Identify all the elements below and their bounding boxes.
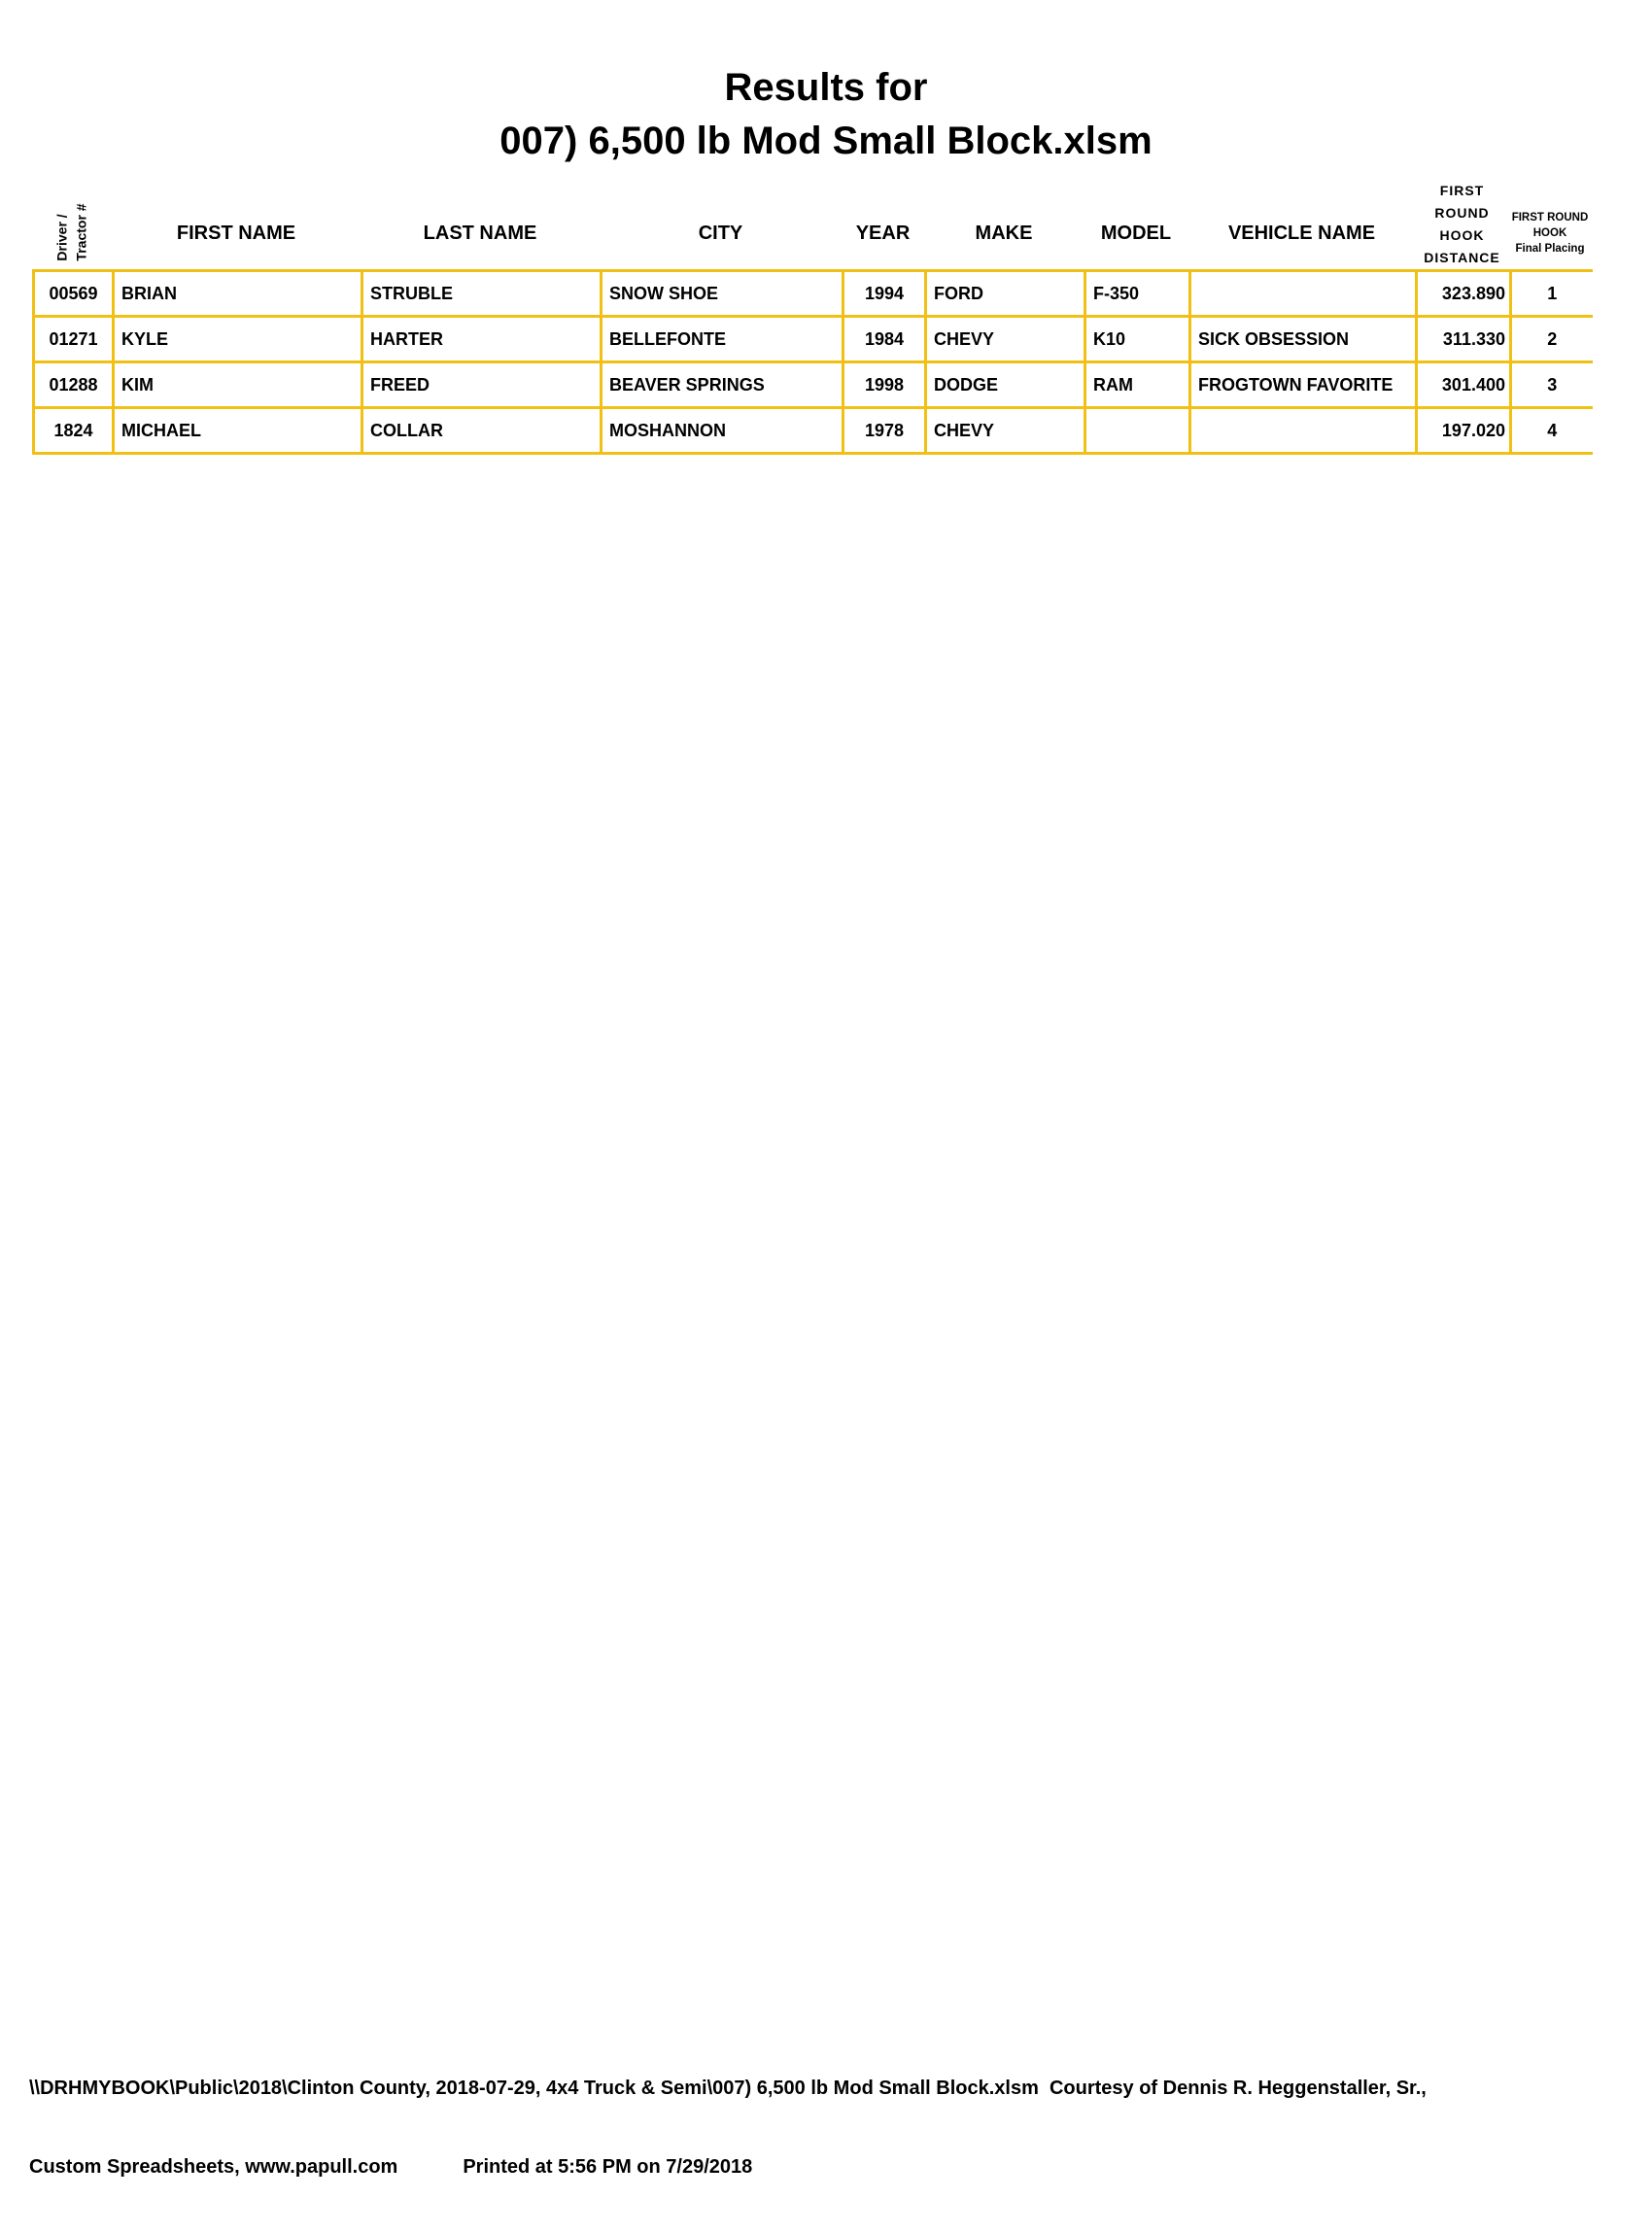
column-header-first-name: FIRST NAME xyxy=(176,223,296,244)
table-row xyxy=(34,317,1593,362)
cell-year: 1994 xyxy=(843,271,926,317)
cell-last-name: STRUBLE xyxy=(362,271,602,317)
cell-hook-distance: 323.890 xyxy=(1417,271,1511,317)
page-title xyxy=(0,61,1652,168)
cell-make: CHEVY xyxy=(926,317,1085,362)
cell-driver-number: 1824 xyxy=(34,408,114,454)
driver-tractor-header-line1: Driver / xyxy=(53,214,70,261)
column-header-year: YEAR xyxy=(855,223,911,244)
cell-model: K10 xyxy=(1085,317,1190,362)
cell-vehicle-name xyxy=(1190,271,1417,317)
cell-vehicle-name: FROGTOWN FAVORITE xyxy=(1190,362,1417,408)
results-table xyxy=(32,269,1593,455)
cell-driver-number: 01271 xyxy=(34,317,114,362)
cell-first-name: KIM xyxy=(114,362,362,408)
cell-city: SNOW SHOE xyxy=(602,271,843,317)
column-header-make: MAKE xyxy=(975,223,1033,244)
column-header-first-round-hook-distance: FIRST ROUND HOOK DISTANCE xyxy=(1424,183,1500,265)
footer-printed-timestamp: Printed at 5:56 PM on 7/29/2018 xyxy=(463,2156,753,2178)
cell-final-placing: 4 xyxy=(1511,408,1593,454)
cell-make: DODGE xyxy=(926,362,1085,408)
cell-final-placing: 2 xyxy=(1511,317,1593,362)
cell-hook-distance: 197.020 xyxy=(1417,408,1511,454)
cell-city: BELLEFONTE xyxy=(602,317,843,362)
cell-vehicle-name: SICK OBSESSION xyxy=(1190,317,1417,362)
table-header-row xyxy=(112,222,1415,245)
table-row xyxy=(34,362,1593,408)
table-row xyxy=(34,271,1593,317)
cell-model: RAM xyxy=(1085,362,1190,408)
column-header-last-name: LAST NAME xyxy=(423,223,537,244)
driver-tractor-header-line2: Tractor # xyxy=(73,203,89,261)
cell-hook-distance: 301.400 xyxy=(1417,362,1511,408)
cell-city: BEAVER SPRINGS xyxy=(602,362,843,408)
cell-city: MOSHANNON xyxy=(602,408,843,454)
cell-first-name: MICHAEL xyxy=(114,408,362,454)
column-header-model: MODEL xyxy=(1100,223,1172,244)
cell-hook-distance: 311.330 xyxy=(1417,317,1511,362)
cell-last-name: COLLAR xyxy=(362,408,602,454)
page-footer xyxy=(29,2023,1642,2233)
cell-year: 1984 xyxy=(843,317,926,362)
cell-driver-number: 01288 xyxy=(34,362,114,408)
column-header-vehicle-name: VEHICLE NAME xyxy=(1227,223,1376,244)
cell-make: CHEVY xyxy=(926,408,1085,454)
cell-year: 1998 xyxy=(843,362,926,408)
cell-driver-number: 00569 xyxy=(34,271,114,317)
cell-model xyxy=(1085,408,1190,454)
cell-final-placing: 3 xyxy=(1511,362,1593,408)
cell-last-name: HARTER xyxy=(362,317,602,362)
table-row xyxy=(34,408,1593,454)
footer-file-path-line: \\DRHMYBOOK\Public\2018\Clinton County, 2018-07-29, 4x4 Truck & Semi\007) 6,500 lb Mod Small Block.xlsm Courtesy of Dennis R. Heggenstaller, Sr., xyxy=(29,2078,1427,2099)
footer-credits-line xyxy=(29,2154,1642,2181)
cell-first-name: BRIAN xyxy=(114,271,362,317)
cell-final-placing: 1 xyxy=(1511,271,1593,317)
cell-make: FORD xyxy=(926,271,1085,317)
column-header-city: CITY xyxy=(698,223,743,244)
cell-last-name: FREED xyxy=(362,362,602,408)
page-title-line2: 007) 6,500 lb Mod Small Block.xlsm xyxy=(499,120,1153,162)
cell-first-name: KYLE xyxy=(114,317,362,362)
page-title-line1: Results for xyxy=(724,66,928,109)
cell-year: 1978 xyxy=(843,408,926,454)
cell-model: F-350 xyxy=(1085,271,1190,317)
footer-credits-text: Custom Spreadsheets, www.papull.com xyxy=(29,2156,398,2178)
cell-vehicle-name xyxy=(1190,408,1417,454)
column-header-first-round-hook-final-placing: FIRST ROUND HOOK Final Placing xyxy=(1511,212,1589,255)
